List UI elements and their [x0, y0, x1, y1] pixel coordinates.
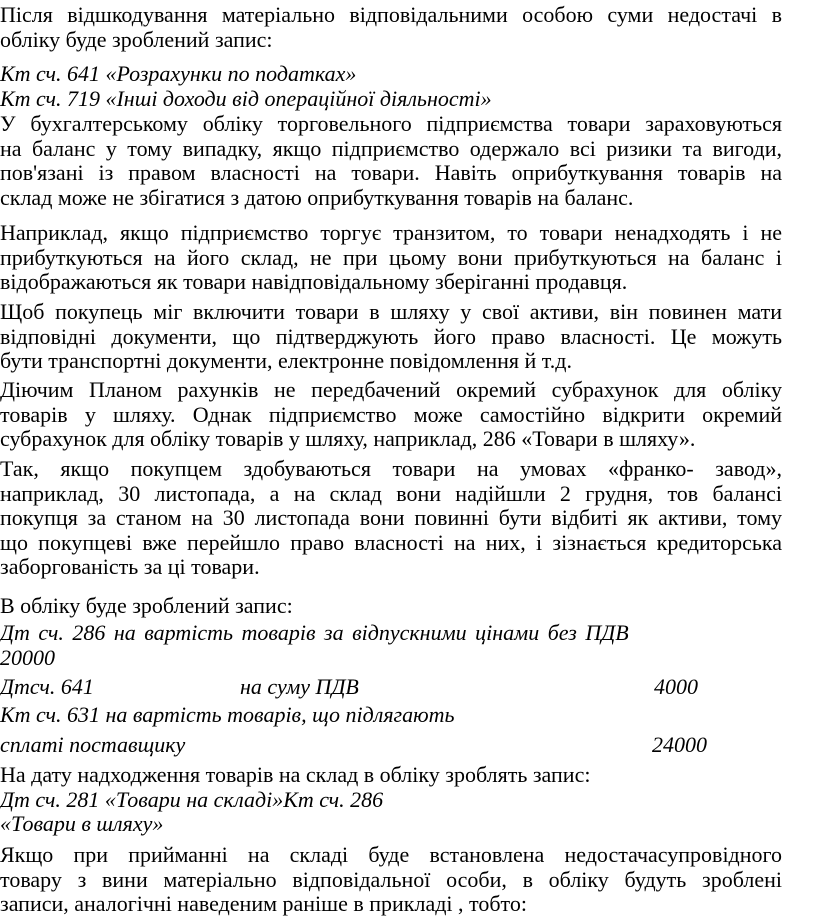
- paragraph-franco-example: [0, 457, 782, 580]
- entry-credit-accounts: [0, 62, 782, 111]
- text-line: Дт сч. 281 «Товари на складі»Кт сч. 286: [0, 786, 384, 812]
- text-line: Дт сч. 286 на вартість товарів за відпускними цінами без ПДВ: [0, 620, 629, 645]
- text-line: пов'язані із правом власності на товари. Навіть оприбуткування товарів на: [0, 161, 782, 185]
- text-line: У бухгалтерському обліку торговельного підприємства товари зараховуються: [0, 112, 782, 136]
- text-line: заборгованість за ці товари.: [0, 554, 260, 579]
- paragraph-transit: [0, 221, 782, 295]
- text-line: Кт сч. 641 «Розрахунки по податках»: [0, 61, 357, 86]
- paragraph-arrival-entry: [0, 763, 782, 837]
- entry-account: Дтсч. 641: [0, 674, 94, 699]
- text-line: Кт сч. 719 «Інші доходи від операційної діяльності»: [0, 85, 492, 111]
- text-line: бути транспортні документи, електронне повідомлення й т.д.: [0, 348, 572, 373]
- text-line: товару з вини матеріально відповідальної особи, в обліку будуть зроблені: [0, 867, 782, 892]
- text-line: Діючим Планом рахунків не передбачений окремий субрахунок для обліку: [0, 378, 782, 402]
- paragraph-chart-of-accounts: [0, 378, 782, 452]
- text-line: Щоб покупець міг включити товари в шляху у свої активи, він повинен мати: [0, 300, 782, 324]
- text-line: прибуткуються на його склад, не при цьому вони прибуткуються на баланс і: [0, 245, 782, 270]
- text-line: наприклад, 30 листопада, а на склад вони надійшли 2 грудня, тов балансі: [0, 481, 782, 506]
- text-line: Якщо при прийманні на складі буде встановлена недостачасупровідного: [0, 843, 782, 867]
- entry-description: на суму ПДВ: [240, 674, 359, 699]
- entry-amount: 4000: [654, 674, 698, 699]
- text-line: субрахунок для обліку товарів у шляху, наприклад, 286 «Товари в шляху».: [0, 426, 696, 451]
- text-line: «Товари в шляху»: [0, 811, 164, 836]
- text-line: Наприклад, якщо підприємство торгує транзитом, то товари ненадходять і не: [0, 221, 782, 245]
- entry-description: сплаті поставщику: [0, 732, 186, 757]
- text-line: що покупцеві вже перейшло право власності на них, і зізнається кредиторська: [0, 530, 782, 555]
- text-line: Після відшкодування матеріально відповідальними особою суми недостачі в: [0, 3, 782, 27]
- paragraph-documents: [0, 300, 782, 374]
- entry-credit-631: [0, 703, 782, 728]
- text-line: товарів у шляху. Однак підприємство може самостійно відкрити окремий: [0, 402, 782, 427]
- text-line: Кт сч. 631 на вартість товарів, що підлягають: [0, 702, 455, 727]
- text-line: склад може не збігатися з датою оприбуткування товарів на баланс.: [0, 184, 634, 210]
- text-line: записи, аналогічні наведеним раніше в прикладі , тобто:: [0, 891, 527, 916]
- text-line: В обліку буде зроблений запис:: [0, 593, 293, 618]
- entry-amount: 24000: [652, 732, 707, 757]
- text-line: обліку буде зроблений запис:: [0, 26, 273, 52]
- text-line: на баланс у тому випадку, якщо підприємство одержало всі ризики та вигоди,: [0, 136, 782, 161]
- paragraph-shortage: [0, 843, 782, 917]
- text-line: покупця за станом на 30 листопада вони повинні бути відбиті як активи, тому: [0, 506, 782, 530]
- text-line: На дату надходження товарів на склад в обліку зроблять запис:: [0, 762, 591, 787]
- text-line: Так, якщо покупцем здобуваються товари на умовах «франко- завод»,: [0, 457, 782, 481]
- entry-row-vat: [0, 675, 782, 700]
- paragraph-balance: [0, 112, 782, 210]
- text-line: 20000: [0, 644, 55, 670]
- paragraph-intro: [0, 3, 782, 52]
- entry-row-supplier: [0, 733, 782, 758]
- text-line: відображаються як товари навідповідальному зберіганні продавця.: [0, 269, 628, 294]
- paragraph-entry-intro: [0, 594, 782, 619]
- text-line: відповідні документи, що підтверджують його право власності. Це можуть: [0, 324, 782, 349]
- entry-debit-286: [0, 621, 782, 670]
